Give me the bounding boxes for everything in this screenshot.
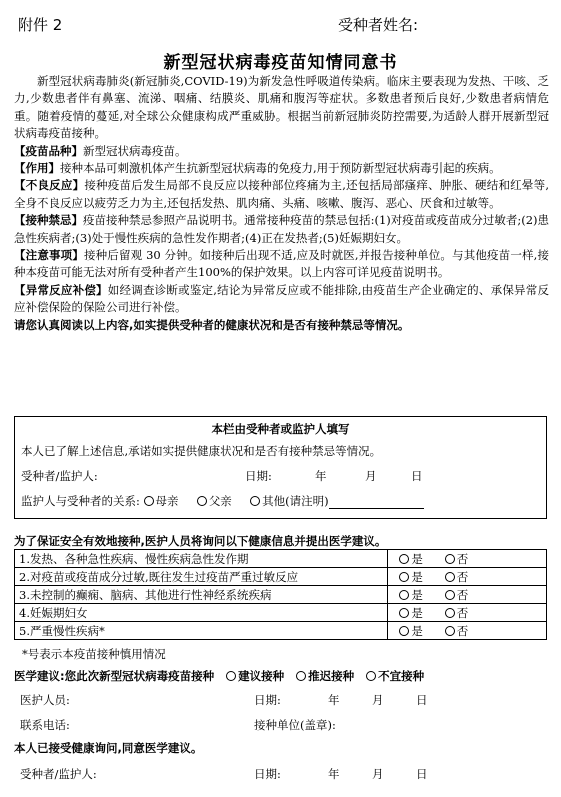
question-text: 4.妊娠期妇女 [15, 604, 388, 622]
radio-circle-icon [445, 554, 455, 564]
section-compensation: 【异常反应补偿】如经调查诊断或鉴定,结论为异常反应或不能排除,由疫苗生产企业确定的、承保异常反应补偿保险的保险公司进行补偿。 [14, 282, 550, 315]
final-year-label: 年 [328, 767, 340, 781]
phone-label[interactable]: 联系电话: [20, 718, 70, 732]
advice-postpone-option[interactable]: 推迟接种 [296, 669, 354, 683]
health-questions-table [14, 549, 547, 640]
staff-date-label[interactable]: 日期: [254, 693, 281, 707]
radio-circle-icon [144, 496, 154, 506]
relation-label: 监护人与受种者的关系: [21, 494, 140, 508]
radio-circle-icon [445, 608, 455, 618]
yes-option[interactable]: 是 [399, 624, 423, 638]
section-precautions: 【注意事项】接种后留观 30 分钟。如接种后出现不适,应及时就医,并报告接种单位。与其他疫苗一样,接种本疫苗可能无法对所有受种者产生100%的保护效果。以上内容可详见疫苗说明书。 [14, 248, 549, 280]
consent-sign-row [21, 468, 540, 484]
final-month-label: 月 [372, 767, 384, 781]
no-option[interactable]: 否 [445, 552, 469, 566]
form-header [18, 14, 531, 36]
radio-other[interactable]: 其他(请注明) [250, 494, 328, 508]
relation-row [21, 493, 540, 509]
final-date-label[interactable]: 日期: [254, 767, 281, 781]
no-option[interactable]: 否 [445, 588, 469, 602]
advice-suggest-option[interactable]: 建议接种 [226, 669, 284, 683]
section-vaccine-type: 【疫苗品种】新型冠状病毒疫苗。 [14, 143, 187, 158]
yes-option[interactable]: 是 [399, 552, 423, 566]
consent-statement: 本人已了解上述信息,承诺如实提供健康状况和是否有接种禁忌等情况。 [21, 444, 382, 458]
radio-circle-icon [399, 554, 409, 564]
month-label: 月 [365, 469, 377, 483]
question-text: 2.对疫苗或疫苗成分过敏,既往发生过疫苗严重过敏反应 [15, 568, 388, 586]
year-label: 年 [315, 469, 327, 483]
consent-box [14, 416, 547, 519]
table-row [15, 586, 547, 604]
radio-circle-icon [296, 671, 306, 681]
document-title: 新型冠状病毒疫苗知情同意书 [163, 53, 398, 73]
form-body [14, 73, 549, 334]
radio-circle-icon [445, 626, 455, 636]
other-specify-line[interactable] [329, 498, 424, 509]
radio-circle-icon [226, 671, 236, 681]
unit-label[interactable]: 接种单位(盖章): [254, 718, 336, 732]
radio-circle-icon [250, 496, 260, 506]
acceptance-statement: 本人已接受健康询问,同意医学建议。 [14, 741, 203, 755]
date-label[interactable]: 日期: [245, 469, 272, 483]
attachment-label: 附件 2 [18, 16, 63, 34]
radio-circle-icon [399, 608, 409, 618]
answer-cell [388, 604, 547, 622]
staff-day-label: 日 [416, 693, 428, 707]
answer-cell [388, 586, 547, 604]
questions-title: 为了保证安全有效地接种,医护人员将询问以下健康信息并提出医学建议。 [14, 534, 387, 548]
read-notice: 请您认真阅读以上内容,如实提供受种者的健康状况和是否有接种禁忌等情况。 [14, 317, 410, 332]
staff-label[interactable]: 医护人员: [20, 693, 70, 707]
no-option[interactable]: 否 [445, 624, 469, 638]
radio-circle-icon [366, 671, 376, 681]
table-row [15, 568, 547, 586]
radio-mother[interactable]: 母亲 [144, 494, 179, 508]
consent-box-heading: 本栏由受种者或监护人填写 [211, 422, 350, 436]
table-row [15, 622, 547, 640]
yes-option[interactable]: 是 [399, 570, 423, 584]
final-day-label: 日 [416, 767, 428, 781]
radio-father[interactable]: 父亲 [197, 494, 232, 508]
answer-cell [388, 622, 547, 640]
intro-paragraph: 新型冠状病毒肺炎(新冠肺炎,COVID-19)为新发急性呼吸道传染病。临床主要表现为发热、干咳、乏力,少数患者伴有鼻塞、流涕、咽痛、结膜炎、肌痛和腹泻等症状。多数患者预后良好,少数患者病情危重。随着疫情的蔓延,对全球公众健康构成严重威胁。根据当前新冠肺炎防控需要,为适龄人群开展新型冠状病毒疫苗接种。 [14, 74, 549, 141]
section-adverse-reactions: 【不良反应】接种疫苗后发生局部不良反应以接种部位疼痛为主,还包括局部瘙痒、肿胀、硬结和红晕等,全身不良反应以疲劳乏力为主,还包括发热、肌肉痛、头痛、咳嗽、腹泻、恶心、厌食和过敏等。 [14, 178, 549, 210]
yes-option[interactable]: 是 [399, 588, 423, 602]
radio-circle-icon [399, 572, 409, 582]
table-row [15, 550, 547, 568]
question-text: 3.未控制的癫痫、脑病、其他进行性神经系统疾病 [15, 586, 388, 604]
final-signer-label[interactable]: 受种者/监护人: [20, 767, 97, 781]
radio-circle-icon [197, 496, 207, 506]
medical-advice-row [14, 668, 424, 684]
answer-cell [388, 568, 547, 586]
staff-year-label: 年 [328, 693, 340, 707]
no-option[interactable]: 否 [445, 570, 469, 584]
medical-advice-label: 医学建议:您此次新型冠状病毒疫苗接种 [14, 669, 215, 683]
day-label: 日 [411, 469, 423, 483]
recipient-name-label: 受种者姓名: [338, 16, 419, 34]
footnote: *号表示本疫苗接种慎用情况 [22, 647, 166, 661]
radio-circle-icon [399, 590, 409, 600]
radio-circle-icon [399, 626, 409, 636]
staff-month-label: 月 [372, 693, 384, 707]
radio-circle-icon [445, 590, 455, 600]
question-text: 1.发热、各种急性疾病、慢性疾病急性发作期 [15, 550, 388, 568]
radio-circle-icon [445, 572, 455, 582]
question-text: 5.严重慢性疾病* [15, 622, 388, 640]
table-row [15, 604, 547, 622]
answer-cell [388, 550, 547, 568]
section-effect: 【作用】接种本品可刺激机体产生抗新型冠状病毒的免疫力,用于预防新型冠状病毒引起的疾病。 [14, 161, 501, 176]
yes-option[interactable]: 是 [399, 606, 423, 620]
section-contraindications: 【接种禁忌】疫苗接种禁忌参照产品说明书。通常接种疫苗的禁忌包括:(1)对疫苗或疫苗成分过敏者;(2)患急性疾病者;(3)处于慢性疾病的急性发作期者;(4)正在发热者;(5)妊娠期妇女。 [14, 213, 550, 245]
no-option[interactable]: 否 [445, 606, 469, 620]
advice-not-option[interactable]: 不宜接种 [366, 669, 424, 683]
signer-label[interactable]: 受种者/监护人: [21, 469, 98, 483]
